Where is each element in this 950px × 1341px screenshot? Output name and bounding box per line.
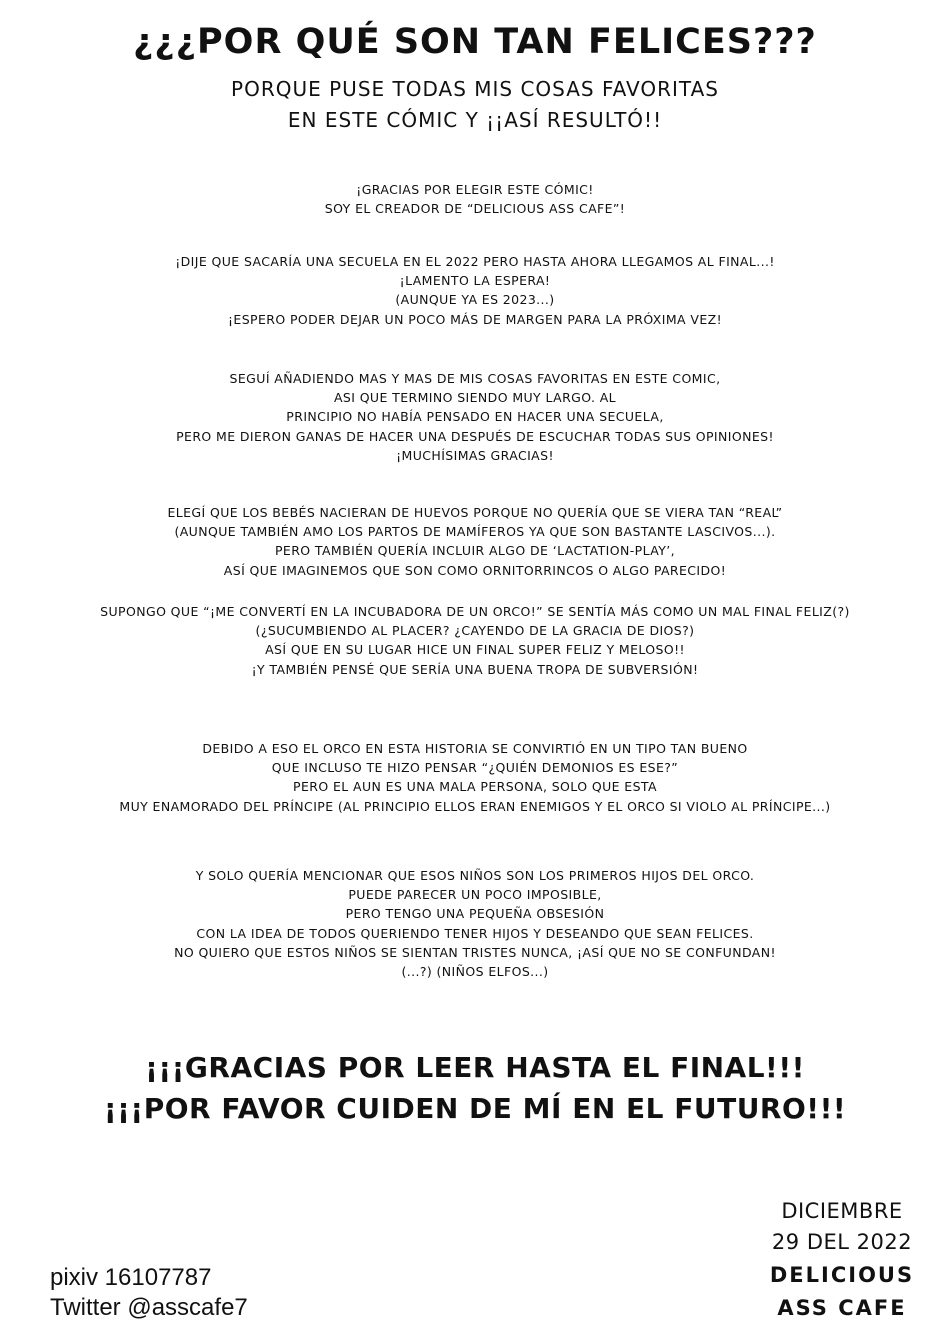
text-line: (AUNQUE YA ES 2023...) bbox=[395, 292, 555, 308]
twitter-handle: Twitter @asscafe7 bbox=[50, 1294, 248, 1321]
text-line: NO QUIERO QUE ESTOS NIÑOS SE SIENTAN TRISTES NUNCA, ¡ASÍ QUE NO SE CONFUNDAN! bbox=[174, 944, 776, 960]
subtitle bbox=[0, 74, 950, 136]
text-line: (...?) (NIÑOS ELFOS...) bbox=[401, 964, 549, 980]
paragraph-children bbox=[0, 866, 950, 981]
closing-line: ¡¡¡GRACIAS POR LEER HASTA EL FINAL!!! bbox=[145, 1051, 805, 1084]
brand-name-line-1: DELICIOUS bbox=[769, 1263, 915, 1287]
text-line: DEBIDO A ESO EL ORCO EN ESTA HISTORIA SE CONVIRTIÓ EN UN TIPO TAN BUENO bbox=[202, 741, 748, 756]
text-line: ASI QUE TERMINO SIENDO MUY LARGO. AL bbox=[333, 390, 617, 406]
closing-line: ¡¡¡POR FAVOR CUIDEN DE MÍ EN EL FUTURO!!! bbox=[103, 1092, 847, 1125]
text-line: ¡LAMENTO LA ESPERA! bbox=[399, 273, 551, 289]
text-line: ¡MUCHÍSIMAS GRACIAS! bbox=[396, 447, 554, 463]
text-line: PERO ME DIERON GANAS DE HACER UNA DESPUÉS DE ESCUCHAR TODAS SUS OPINIONES! bbox=[176, 428, 774, 444]
text-line: SEGUÍ AÑADIENDO MAS Y MAS DE MIS COSAS FAVORITAS EN ESTE COMIC, bbox=[229, 371, 721, 386]
text-line: PERO TAMBIÉN QUERÍA INCLUIR ALGO DE ‘LACTATION-PLAY’, bbox=[274, 543, 675, 559]
text-line: SUPONGO QUE “¡ME CONVERTÍ EN LA INCUBADORA DE UN ORCO!” SE SENTÍA MÁS COMO UN MAL FINAL FELIZ(?) bbox=[100, 604, 850, 619]
subtitle-line: PORQUE PUSE TODAS MIS COSAS FAVORITAS bbox=[231, 77, 719, 101]
paragraph-eggs bbox=[0, 503, 950, 580]
text-line: PERO TENGO UNA PEQUEÑA OBSESIÓN bbox=[345, 906, 605, 922]
page-title: ¿¿¿POR QUÉ SON TAN FELICES??? bbox=[133, 22, 817, 62]
text-line: PERO EL AUN ES UNA MALA PERSONA, SOLO QUE ESTA bbox=[293, 779, 657, 795]
text-line: ASÍ QUE EN SU LUGAR HICE UN FINAL SUPER FELIZ Y MELOSO!! bbox=[265, 642, 685, 658]
author-credits bbox=[50, 1263, 248, 1323]
text-line: ¡GRACIAS POR ELEGIR ESTE CÓMIC! bbox=[356, 182, 594, 197]
text-line: CON LA IDEA DE TODOS QUERIENDO TENER HIJOS Y DESEANDO QUE SEAN FELICES. bbox=[196, 925, 754, 941]
subtitle-line: EN ESTE CÓMIC Y ¡¡ASÍ RESULTÓ!! bbox=[287, 108, 663, 132]
paragraph-happy-ending bbox=[0, 602, 950, 679]
text-line: (AUNQUE TAMBIÉN AMO LOS PARTOS DE MAMÍFEROS YA QUE SON BASTANTE LASCIVOS...). bbox=[174, 524, 776, 540]
text-line: SOY EL CREADOR DE “DELICIOUS ASS CAFE”! bbox=[324, 201, 626, 217]
paragraph-thanks bbox=[0, 180, 950, 218]
text-line: ¡DIJE QUE SACARÍA UNA SECUELA EN EL 2022 PERO HASTA AHORA LLEGAMOS AL FINAL...! bbox=[175, 254, 775, 269]
paragraph-sequel-delay bbox=[0, 252, 950, 329]
date-day-year: 29 DEL 2022 bbox=[771, 1230, 913, 1254]
closing-message bbox=[0, 1047, 950, 1129]
text-line: (¿SUCUMBIENDO AL PLACER? ¿CAYENDO DE LA GRACIA DE DIOS?) bbox=[255, 623, 695, 639]
text-line: PRINCIPIO NO HABÍA PENSADO EN HACER UNA SECUELA, bbox=[286, 409, 664, 425]
paragraph-orc bbox=[0, 739, 950, 816]
text-line: ¡ESPERO PODER DEJAR UN POCO MÁS DE MARGEN PARA LA PRÓXIMA VEZ! bbox=[227, 311, 722, 327]
signature-block bbox=[762, 1196, 922, 1324]
text-line: QUE INCLUSO TE HIZO PENSAR “¿QUIÉN DEMONIOS ES ESE?” bbox=[271, 760, 679, 776]
paragraph-favorites bbox=[0, 369, 950, 465]
text-line: ASÍ QUE IMAGINEMOS QUE SON COMO ORNITORRINCOS O ALGO PARECIDO! bbox=[223, 562, 727, 578]
text-line: PUEDE PARECER UN POCO IMPOSIBLE, bbox=[348, 887, 602, 903]
text-line: MUY ENAMORADO DEL PRÍNCIPE (AL PRINCIPIO ELLOS ERAN ENEMIGOS Y EL ORCO SI VIOLO AL PRÍNCIPE...) bbox=[119, 798, 831, 814]
pixiv-id: pixiv 16107787 bbox=[50, 1264, 212, 1291]
text-line: Y SOLO QUERÍA MENCIONAR QUE ESOS NIÑOS SON LOS PRIMEROS HIJOS DEL ORCO. bbox=[195, 868, 755, 883]
brand-name-line-2: ASS CAFE bbox=[777, 1296, 907, 1320]
date-month: DICIEMBRE bbox=[781, 1199, 903, 1223]
text-line: ELEGÍ QUE LOS BEBÉS NACIERAN DE HUEVOS PORQUE NO QUERÍA QUE SE VIERA TAN “REAL” bbox=[167, 505, 783, 520]
text-line: ¡Y TAMBIÉN PENSÉ QUE SERÍA UNA BUENA TROPA DE SUBVERSIÓN! bbox=[251, 661, 699, 677]
